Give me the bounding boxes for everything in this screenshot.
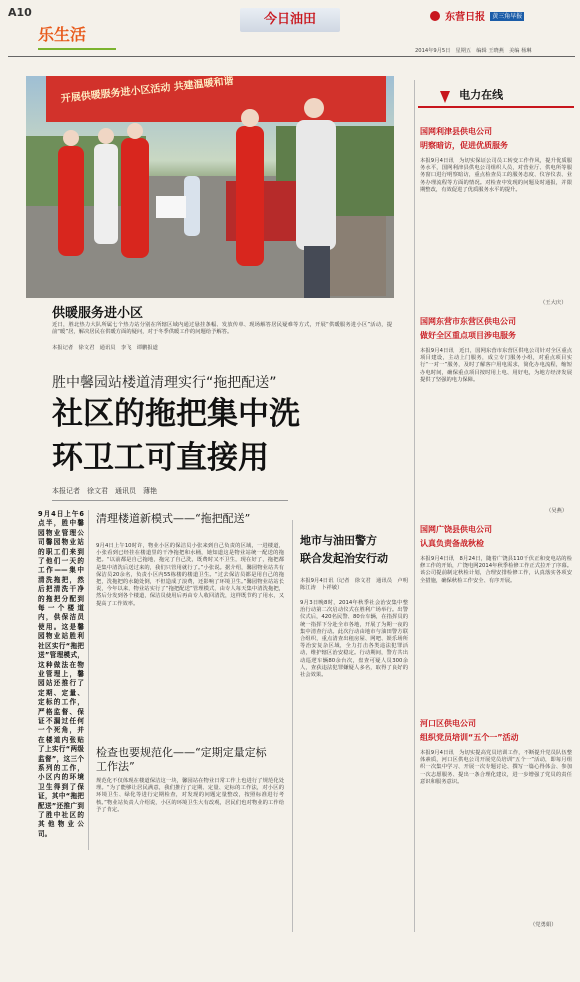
lead-sub2-text: 规范化不仅体现在楼道保洁这一块，馨园站在物业日常工作上也进行了规范化处理。“为了能够让居民满意，我们推行了定期、定量、定标的工作法，对小区的环境卫生、绿化等进行定期检查，对发现的问题定量整改，按照标准进行考核。”物业站负责人介绍说，小区的环境卫生大有改观，居民们也对物业的工作给予了肯定。	[96, 778, 284, 813]
lead-sub1: 清理楼道新模式——“拖把配送”	[96, 512, 251, 525]
lead-byline: 本报记者 徐文君 通讯员 薄艳	[52, 487, 157, 495]
column-title	[240, 8, 340, 32]
page-number: A10	[8, 6, 32, 19]
power-article-4-text: 本报9月4日讯 为切实提高党员培训工作，不断提升党员队伍整体素质，河口区供电公司开展党员培训“五个一”活动，即每月组织一次集中学习、开展一次专题讨论、撰写一篇心得体会、参加一次志愿服务、提出一条合理化建议，进一步增强了党员的责任意识和服务意识。	[420, 750, 572, 785]
mid-divider-left	[292, 520, 293, 932]
paper-sub: 黄三角早报	[492, 13, 523, 20]
power-section-header	[418, 84, 574, 108]
power-article-4-credit: （党勇娟）	[530, 922, 557, 928]
date-line: 2014年9月5日 星期五 编辑 王晓燕 美编 杨琳	[415, 48, 532, 54]
intro-divider	[88, 510, 89, 850]
power-article-4-title-2: 组织党员培训“五个一”活动	[420, 733, 519, 742]
right-divider	[414, 80, 415, 932]
power-article-2-credit: （吴燕）	[546, 508, 568, 514]
mid-headline-1: 地市与油田警方	[300, 534, 377, 547]
lead-intro: 9月4日上午6点半，胜中馨园物业管理公司馨园物业站的职工们来到了他们一天的工作——集中清洗拖把，然后把清洗干净的拖把分配到每一个楼道内，供保洁员使用。这是馨园物业站胜利社区实行“拖把送”管理模式，这种做法在物业管理上，馨园站还推行了定期、定量、定标的工作，严格监督、保证不漏过任何一个死角，并在楼道内张贴了上实行“两级监督”，这三个系列的工作，小区内的环境卫生得到了保证，其中“拖把配送”还推广到了胜中社区的其他物业公司。	[38, 510, 84, 838]
photo-caption-title: 供暖服务进小区	[52, 306, 144, 321]
paper-logo-icon	[430, 11, 440, 21]
power-article-2-title-2: 做好全区重点项目涉电服务	[420, 331, 516, 340]
section-logo-text: 乐生活	[38, 25, 87, 44]
paper-name: 东营日报	[445, 12, 486, 23]
lead-rule	[52, 500, 288, 501]
news-photo	[26, 76, 394, 298]
photo-banner: 开展供暖服务进小区活动 共建温暖和谐	[60, 75, 235, 105]
power-article-3-title-1: 国网广饶县供电公司	[420, 525, 492, 534]
power-article-1-credit: （王大庆）	[540, 300, 567, 306]
section-underline	[38, 48, 116, 50]
section-logo	[38, 22, 118, 52]
paper-logo	[430, 5, 575, 23]
lead-headline-2: 环卫工可直接用	[52, 440, 269, 476]
lead-sub1-text: 9月4日上午10时许，物业小区的保洁员小张来到自己负责的区域，一进楼道，小张看到已经挂在楼道里的干净拖把和水桶，她知道这是物业站统一配送的拖把。“以前都是自己拖地，拖完了自己洗，既费时又不卫生，现在好了，拖把都是集中清洗后送过来的，我们只管用就行了。”小张说。据介绍，馨园物业站共有保洁员20余名，负责小区内55栋楼的楼道卫生。“过去保洁员都是用自己的拖把，洗拖把的水随处倒，不但造成了浪费，还影响了环境卫生。”馨园物业站站长说，今年以来，物业站实行了“拖把配送”管理模式，由专人每天集中清洗拖把，然后分发到各个楼道，保洁员使用后再由专人收回清洗，这样既节约了用水，又提高了工作效率。	[96, 543, 284, 607]
header-rule	[8, 56, 575, 57]
power-article-1-text: 本报9月4日讯 为切实保证公司员工转变工作作风，提升优质服务水平，国网利津县供电公司组织人员，对营业厅、供电所等服务窗口进行明察暗访，重点检查员工的服务态度、仪容仪表、业务办理流程等方面的情况。对检查中发现的问题及时通报，并限期整改，有效促进了优质服务水平的提升。	[420, 158, 572, 193]
photo-caption-credit: 本报记者 徐文君 通讯员 李飞 谭鹏报道	[52, 345, 158, 351]
lead-kicker: 胜中馨园站楼道清理实行“拖把配送”	[52, 375, 277, 391]
lead-headline-1: 社区的拖把集中洗	[52, 396, 300, 432]
power-article-2-title-1: 国网东营市东营区供电公司	[420, 317, 516, 326]
photo-caption-text: 近日，胜北热力大队所属七个热力站分别在所辖区域内通过悬挂条幅、发放传单、现场解答居民疑难等方式，开展“供暖服务进小区”活动，提前“暖”居，解决居民在供暖方面的疑问，对于冬季供暖工作的问题给予解答。	[52, 322, 392, 336]
lightning-icon	[440, 91, 450, 103]
power-article-3-title-2: 认真负责备战秋检	[420, 539, 484, 548]
power-article-1-title-1: 国网利津县供电公司	[420, 127, 492, 136]
power-article-1-title-2: 明察暗访，促进优质服务	[420, 141, 508, 150]
mid-text: 9月3日晚8时，2014年秋季社会治安集中整治行动第二次启动仪式在胜利广场举行。出警仪式后，420名民警、80台车辆，在指挥员的统一指挥下分赴全市各地，开展了为期一夜的集中清查行动。此次行动由地市与油田警方联合组织，重点清查出租房屋、网吧、娱乐场所等治安复杂区域，全力打击各类违法犯罪活动，维护辖区治安稳定。行动期间，警方共出动巡逻车辆80余台次，盘查可疑人员300余人，查获违法犯罪嫌疑人多名，取得了良好的社会效果。	[300, 600, 408, 679]
photo-scene	[26, 76, 394, 298]
column-title-text: 今日油田	[263, 12, 316, 27]
mid-headline-2: 联合发起治安行动	[300, 552, 388, 565]
lead-sub2: 检查也要规范化——“定期定量定标工作法”	[96, 746, 267, 773]
power-section-title: 电力在线	[459, 88, 504, 102]
power-article-2-text: 本报9月4日讯 近日，国网东营市东营区供电公司针对全区重点项目建设，主动上门服务，成立专门服务小组，对重点项目实行“一对一”服务，及时了解客户用电需求，简化办电流程，缩短办电时间，确保重点项目按时用上电、用好电，为地方经济发展提供了坚强的电力保障。	[420, 348, 572, 383]
power-article-3-text: 本报9月4日讯 8月24日，随着广饶县110千伏正和变电站的检修工作的开始，广饶电网2014年秋季检修工作正式拉开了序幕。该公司提前制定秋检计划，合理安排检修工作，认真落实各项安全措施，确保秋检工作安全、有序开展。	[420, 556, 572, 584]
power-article-4-title-1: 河口区供电公司	[420, 719, 476, 728]
mid-byline: 本报9月4日讯（记者 徐文君 通讯员 卢明 陈江涛 卜祥敏）	[300, 578, 414, 592]
